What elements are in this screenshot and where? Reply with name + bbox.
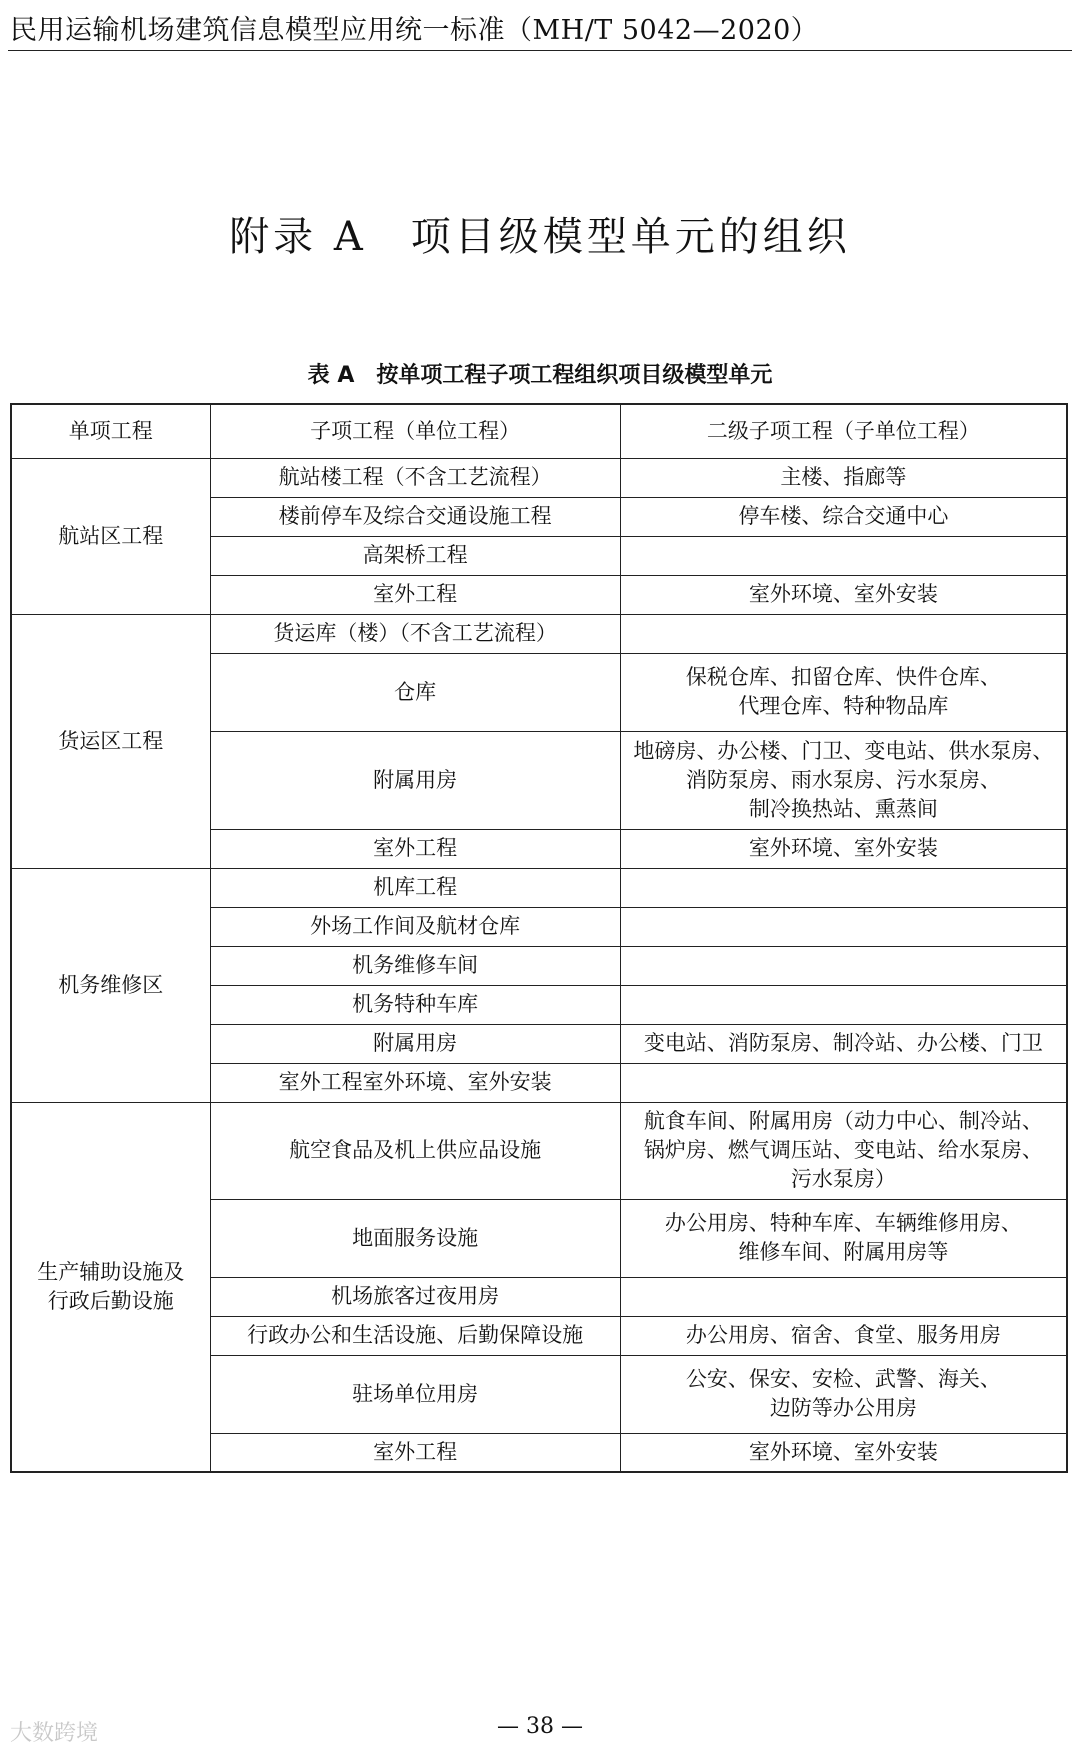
table-caption: 表 A 按单项工程子项工程组织项目级模型单元 xyxy=(307,363,773,388)
secondary-cell: 主楼、指廊等 xyxy=(620,458,1067,497)
running-header: 民用运输机场建筑信息模型应用统一标准（MH/T 5042—2020） xyxy=(10,15,819,46)
table-row xyxy=(11,614,1067,653)
secondary-cell: 办公用房、宿舍、食堂、服务用房 xyxy=(620,1316,1067,1355)
secondary-cell xyxy=(620,946,1067,985)
subitem-cell: 机务维修车间 xyxy=(210,946,620,985)
group-name-cell: 机务维修区 xyxy=(11,868,210,1102)
subitem-cell: 附属用房 xyxy=(210,1024,620,1063)
subitem-cell: 货运库（楼）（不含工艺流程） xyxy=(210,614,620,653)
secondary-cell xyxy=(620,614,1067,653)
table-header-row xyxy=(11,404,1067,458)
subitem-cell: 机库工程 xyxy=(210,868,620,907)
subitem-cell: 驻场单位用房 xyxy=(210,1355,620,1433)
page-number: — 38 — xyxy=(497,1714,583,1739)
appendix-title: 附录 A 项目级模型单元的组织 xyxy=(229,214,851,260)
group-name-cell: 生产辅助设施及 行政后勤设施 xyxy=(11,1102,210,1472)
table-row xyxy=(11,458,1067,497)
subitem-cell: 机场旅客过夜用房 xyxy=(210,1277,620,1316)
secondary-cell: 室外环境、室外安装 xyxy=(620,1433,1067,1472)
model-unit-table xyxy=(10,403,1068,1473)
subitem-cell: 仓库 xyxy=(210,653,620,731)
subitem-cell: 外场工作间及航材仓库 xyxy=(210,907,620,946)
secondary-cell: 室外环境、室外安装 xyxy=(620,829,1067,868)
secondary-cell xyxy=(620,985,1067,1024)
header-rule xyxy=(8,50,1072,51)
secondary-cell xyxy=(620,868,1067,907)
secondary-cell: 公安、保安、安检、武警、海关、 边防等办公用房 xyxy=(620,1355,1067,1433)
subitem-cell: 室外工程 xyxy=(210,575,620,614)
group-name-cell: 货运区工程 xyxy=(11,614,210,868)
group-name-cell: 航站区工程 xyxy=(11,458,210,614)
subitem-cell: 室外工程 xyxy=(210,829,620,868)
header-cell: 二级子项工程（子单位工程） xyxy=(620,404,1067,458)
subitem-cell: 楼前停车及综合交通设施工程 xyxy=(210,497,620,536)
secondary-cell xyxy=(620,1063,1067,1102)
header-cell: 单项工程 xyxy=(11,404,210,458)
header-cell: 子项工程（单位工程） xyxy=(210,404,620,458)
secondary-cell: 保税仓库、扣留仓库、快件仓库、 代理仓库、特种物品库 xyxy=(620,653,1067,731)
subitem-cell: 室外工程室外环境、室外安装 xyxy=(210,1063,620,1102)
secondary-cell xyxy=(620,536,1067,575)
secondary-cell: 办公用房、特种车库、车辆维修用房、 维修车间、附属用房等 xyxy=(620,1199,1067,1277)
subitem-cell: 机务特种车库 xyxy=(210,985,620,1024)
subitem-cell: 室外工程 xyxy=(210,1433,620,1472)
secondary-cell xyxy=(620,907,1067,946)
subitem-cell: 航站楼工程（不含工艺流程） xyxy=(210,458,620,497)
secondary-cell: 室外环境、室外安装 xyxy=(620,575,1067,614)
subitem-cell: 地面服务设施 xyxy=(210,1199,620,1277)
secondary-cell: 变电站、消防泵房、制冷站、办公楼、门卫 xyxy=(620,1024,1067,1063)
subitem-cell: 航空食品及机上供应品设施 xyxy=(210,1102,620,1199)
watermark-logo: 大数跨境 xyxy=(10,1721,99,1746)
subitem-cell: 高架桥工程 xyxy=(210,536,620,575)
secondary-cell: 停车楼、综合交通中心 xyxy=(620,497,1067,536)
table-row xyxy=(11,868,1067,907)
secondary-cell: 地磅房、办公楼、门卫、变电站、供水泵房、 消防泵房、雨水泵房、污水泵房、 制冷换热站、熏蒸间 xyxy=(620,731,1067,829)
secondary-cell: 航食车间、附属用房（动力中心、制冷站、 锅炉房、燃气调压站、变电站、给水泵房、 污水泵房） xyxy=(620,1102,1067,1199)
table-row xyxy=(11,1102,1067,1199)
secondary-cell xyxy=(620,1277,1067,1316)
subitem-cell: 行政办公和生活设施、后勤保障设施 xyxy=(210,1316,620,1355)
subitem-cell: 附属用房 xyxy=(210,731,620,829)
